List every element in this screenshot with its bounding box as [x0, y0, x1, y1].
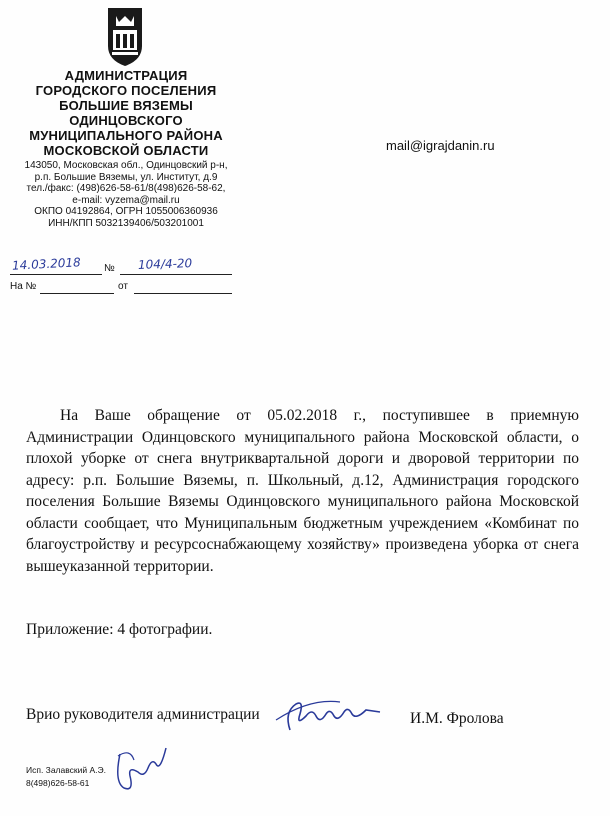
handwritten-date: 14.03.2018 [11, 255, 82, 273]
ref-number-label: На № [10, 281, 37, 292]
okpo-ogrn-line: ОКПО 04192864, ОГРН 1055006360936 [34, 206, 218, 217]
executor-initials-signature [108, 742, 172, 800]
reference-registration-line [10, 281, 232, 295]
signatory-role: Врио руководителя администрации [26, 706, 260, 723]
executor-name: Исп. Залавский А.Э. [26, 765, 106, 775]
letter-body [26, 405, 579, 577]
handwritten-signature [270, 690, 388, 738]
address-line: р.п. Большие Вяземы, ул. Институт, д.9 [34, 171, 218, 183]
ref-from-label: от [118, 281, 128, 292]
email-line: e-mail: vyzema@mail.ru [72, 194, 180, 206]
executor-info [26, 764, 106, 790]
org-name-line: МОСКОВСКОЙ ОБЛАСТИ [43, 143, 209, 158]
org-name-line: МУНИЦИПАЛЬНОГО РАЙОНА [29, 128, 223, 143]
org-name-line: БОЛЬШИЕ ВЯЗЕМЫ [59, 98, 193, 113]
org-name-line: АДМИНИСТРАЦИЯ [64, 68, 188, 83]
phone-line: тел./факс: (498)626-58-61/8(498)626-58-62, [26, 183, 226, 194]
handwritten-number: 104/4-20 [137, 256, 193, 272]
org-name-line: ГОРОДСКОГО ПОСЕЛЕНИЯ [35, 83, 217, 98]
body-paragraph: На Ваше обращение от 05.02.2018 г., поступившее в приемную Администрации Одинцовского муниципального района Московской области, о плохой уборке от снега внутриквартальной дороги и дворовой территории по адресу: р.п. Большие Вяземы, п. Школьный, д.12, Администрация городского поселения Большие Вяземы Одинцовского муниципального района Московской области сообщает, что Муниципальным бюджетным учреждением «Комбинат по благоустройству и ресурсоснабжающему хозяйству» произведена уборка от снега вышеуказанной территории. [26, 407, 579, 575]
inn-kpp-line: ИНН/КПП 5032139406/503201001 [48, 217, 204, 229]
outgoing-registration-line [10, 255, 232, 276]
coat-of-arms-emblem [96, 6, 154, 68]
address-line: 143050, Московская обл., Одинцовский р-н, [24, 160, 228, 171]
org-name-line: ОДИНЦОВСКОГО [69, 113, 183, 128]
recipient-email: mail@igrajdanin.ru [386, 138, 495, 153]
sender-address [4, 160, 248, 229]
sender-header [4, 68, 248, 229]
signatory-name: И.М. Фролова [410, 710, 504, 727]
executor-phone: 8(498)626-58-61 [26, 778, 90, 788]
attachment-note: Приложение: 4 фотографии. [26, 621, 213, 638]
number-label: № [104, 263, 115, 274]
